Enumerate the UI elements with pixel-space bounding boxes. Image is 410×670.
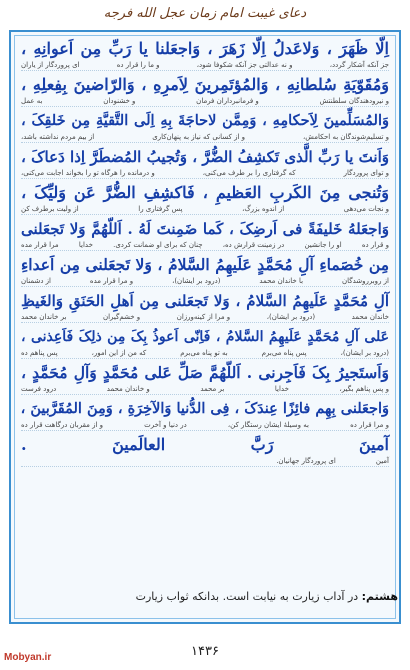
arabic-text: وَاجعَلهُ خَلیفَةً فی اَرضِکَ ، کَما ضَمِنتَ لَهُ . اَللّهُمَّ وَلا تَجعَلنی xyxy=(21,220,389,238)
prayer-line xyxy=(21,398,389,431)
translation-segment: (درود بر ایشان)، xyxy=(340,349,389,357)
translation-segment: پس گرفتاری را xyxy=(138,205,183,213)
translation-segment: و ما را قرار ده xyxy=(116,61,160,69)
translation-segment: و خشنودان xyxy=(103,97,136,105)
translation-line xyxy=(21,276,389,287)
translation-segment: و مرا قرار مده xyxy=(89,277,134,285)
prayer-line xyxy=(21,110,389,143)
translation-segment: و فرمانبرداران فرمان xyxy=(196,97,259,105)
translation-segment: و خشم‌گیران xyxy=(102,313,141,321)
site-link[interactable]: Mobyan.ir xyxy=(4,652,52,663)
prayer-title: دعای غیبت امام زمان عجل الله فرجه xyxy=(103,6,307,21)
translation-segment: و از کسانی که نیاز به پنهان‌کاری xyxy=(152,133,246,141)
prayer-content xyxy=(21,38,389,618)
translation-segment: او را جانشین xyxy=(304,241,342,249)
translation-line xyxy=(21,204,389,215)
translation-line xyxy=(21,60,389,71)
translation-line xyxy=(21,420,389,431)
prayer-line xyxy=(21,290,389,323)
translation-segment: پس پناه می‌برم xyxy=(261,349,307,357)
translation-segment: و خاندان محمد xyxy=(106,385,150,393)
arabic-text: مِن خُصَماءِ آلِ مُحَمَّدٍ عَلَیهِمُ السَّلامُ ، وَلا تَجعَلنی مِن اَعداءِ xyxy=(21,255,389,274)
footnote-label: هشتم: xyxy=(361,590,398,603)
translation-segment: و نجات می‌دهی xyxy=(343,205,389,213)
translation-segment: و مرا از کینه‌ورزان xyxy=(176,313,231,321)
translation-segment: بر محمد xyxy=(200,385,225,393)
translation-segment: که گرفتاری را بر طرف می‌کنی، xyxy=(202,169,296,177)
translation-segment: و نه عدالتی جز آنکه شکوفا شود، xyxy=(196,61,293,69)
translation-segment: خاندان محمد xyxy=(351,313,389,321)
arabic-text: عَلی آلِ مُحَمَّدٍ عَلَیهِمُ السَّلامُ ، فَاِنّی اَعوذُ بِکَ مِن ذلِکَ فَاَعِذنی ، xyxy=(21,329,389,345)
translation-segment: از اندوه بزرگ، xyxy=(242,205,285,213)
prayer-line xyxy=(21,182,389,215)
translation-segment: آمین xyxy=(375,457,389,465)
translation-segment: و مرا قرار ده xyxy=(350,421,389,429)
prayer-line xyxy=(21,38,389,71)
translation-segment: و تسلیم‌شوندگان به احکامش، xyxy=(303,133,389,141)
arabic-text: وَالمُسَلِّمینَ لِاَحکامِهِ ، وَمِمَّن لاحاجَةَ بِهِ اِلَی التَّقیَّةِ مِن خَلقِکَ ، xyxy=(21,112,389,129)
prayer-line xyxy=(21,326,389,359)
translation-segment: که من از این امور، xyxy=(91,349,147,357)
page-number: ۱۴۳۶ xyxy=(191,644,219,659)
translation-segment: (درود بر ایشان)، xyxy=(266,313,316,321)
translation-line xyxy=(21,456,389,467)
translation-segment: و درمانده را هرگاه تو را بخواند اجابت می‌کنی، xyxy=(21,169,155,177)
translation-segment: با خاندان محمد xyxy=(259,277,304,285)
translation-line xyxy=(21,96,389,107)
arabic-text: وَتُنجی مِنَ الکَربِ العَظیمِ ، فَاکشِفِ الضُّرَّ عَن وَلیِّکَ ، xyxy=(21,183,389,202)
prayer-line xyxy=(21,218,389,251)
translation-segment: ای پروردگار جهانیان. xyxy=(276,457,336,465)
translation-segment: و نیرودهندگان سلطنتش xyxy=(319,97,389,105)
translation-segment: از روبرروشدگان xyxy=(341,277,389,285)
prayer-line xyxy=(21,362,389,395)
translation-segment: به وسیلهٔ ایشان رستگار کن، xyxy=(227,421,309,429)
translation-segment: بر خاندان محمد xyxy=(21,313,67,321)
prayer-line xyxy=(21,74,389,107)
translation-segment: از دشمنان xyxy=(21,277,51,285)
arabic-text: وَاَنتَ یا رَبِّ الَّذی تَکشِفُ الضُّرَّ ، وَتُجیبُ المُضطَرَّ اِذا دَعاکَ ، xyxy=(21,148,389,166)
translation-segment: جز آنکه آشکار گردد، xyxy=(329,61,389,69)
translation-segment: و پس پناهم بگیر، xyxy=(339,385,389,393)
prayer-line xyxy=(21,434,389,467)
prayer-line xyxy=(21,146,389,179)
translation-segment: و قرار ده xyxy=(361,241,389,249)
translation-segment: به تو پناه می‌برم xyxy=(180,349,228,357)
arabic-text: اِلّا ظَهَرَ ، وَلاعَدلُ اِلّا زَهَرَ ، وَاجعَلنا یا رَبِّ مِن اَعوانِهِ ، xyxy=(21,39,389,58)
arabic-text: وَمُقَوّیَةِ سُلطانِهِ ، وَالمُؤتَمِرینَ لِاَمرِهِ ، وَالرّاضینَ بِفِعلِهِ ، xyxy=(21,75,389,94)
translation-segment: درود فرست xyxy=(21,385,57,393)
translation-segment: از ولیت برطرف کن xyxy=(21,205,79,213)
arabic-text: وَاجعَلنی بِهِم فائِزًا عِندَکَ ، فِی الدُّنیا وَالآخِرَةِ ، وَمِنَ المُقَرَّبینَ ، xyxy=(20,400,389,417)
translation-segment: و توای پروردگار xyxy=(343,169,389,177)
translation-line xyxy=(21,312,389,323)
translation-segment: خدایا xyxy=(78,241,93,249)
translation-segment: (درود بر ایشان)، xyxy=(172,277,221,285)
translation-segment: چنان که برای او ضمانت کردی. xyxy=(113,241,203,249)
footnote xyxy=(12,590,398,604)
prayer-frame xyxy=(9,30,401,624)
translation-line xyxy=(21,132,389,143)
translation-line xyxy=(21,348,389,359)
arabic-text: آلِ مُحَمَّدٍ عَلَیهِمُ السَّلامُ ، وَلا تَجعَلنی مِن اَهلِ الحَنَقِ وَالغَیظِ xyxy=(21,292,389,310)
translation-segment: و از مقربان درگاهت قرار ده xyxy=(21,421,104,429)
translation-segment: پس پناهم ده xyxy=(21,349,58,357)
translation-segment: ای پروردگار از یاران xyxy=(21,61,80,69)
translation-segment: در زمینت قرارش ده، xyxy=(222,241,285,249)
translation-segment: به عمل xyxy=(21,97,43,105)
translation-line xyxy=(21,384,389,395)
translation-segment: از بیم مردم نداشته باشد، xyxy=(21,133,95,141)
arabic-text: وَاَستَجیرُ بِکَ فَاَجِرنی . اَللّهُمَّ صَلِّ عَلی مُحَمَّدٍ وَآلِ مُحَمَّدٍ ، xyxy=(21,363,389,382)
translation-segment: خدایا xyxy=(274,385,289,393)
arabic-text: آمینَ رَبَّ العالَمینَ . xyxy=(21,435,389,454)
translation-line xyxy=(21,240,389,251)
prayer-line xyxy=(21,254,389,287)
footnote-text: در آداب زیارت به نیابت است. بدانکه ثواب زیارت xyxy=(135,590,359,603)
translation-line xyxy=(21,168,389,179)
translation-segment: در دنیا و آخرت xyxy=(144,421,187,429)
translation-segment: مرا قرار مده xyxy=(21,241,59,249)
